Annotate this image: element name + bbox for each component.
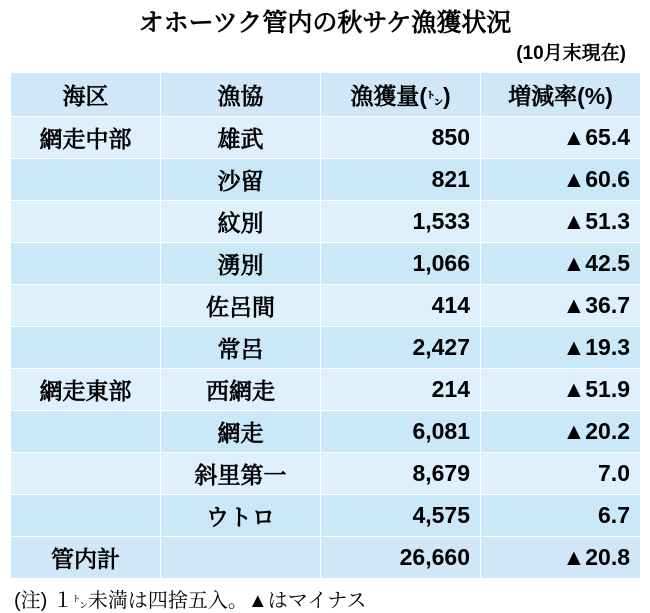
cell-kaiku — [11, 285, 161, 327]
cell-change-rate: ▲51.9 — [481, 369, 641, 411]
table-row — [11, 117, 641, 159]
cell-catch-volume: 850 — [321, 117, 481, 159]
table-total-row — [11, 537, 641, 579]
cell-change-rate: 7.0 — [481, 453, 641, 495]
footnote-unit: ㌧ — [72, 594, 88, 612]
cell-kaiku-total: 管内計 — [11, 537, 161, 579]
table-footnote — [10, 579, 640, 613]
column-header-kaiku: 海区 — [11, 73, 161, 117]
cell-catch-volume: 8,679 — [321, 453, 481, 495]
table-row — [11, 369, 641, 411]
cell-kaiku — [11, 327, 161, 369]
footnote-text-b: 未満は四捨五入。▲はマイナス — [87, 590, 367, 613]
cell-change-rate: 6.7 — [481, 495, 641, 537]
table-row — [11, 411, 641, 453]
cell-catch-volume: 821 — [321, 159, 481, 201]
cell-catch-volume: 4,575 — [321, 495, 481, 537]
column-header-catch-volume — [321, 73, 481, 117]
cell-kaiku — [11, 495, 161, 537]
page-title: オホーツク管内の秋サケ漁獲状況 — [138, 9, 512, 37]
cell-gyokyo: 斜里第一 — [161, 453, 321, 495]
table-row — [11, 327, 641, 369]
cell-gyokyo: 西網走 — [161, 369, 321, 411]
cell-catch-volume: 214 — [321, 369, 481, 411]
table-header-row — [11, 73, 641, 117]
table-row — [11, 285, 641, 327]
table-body — [11, 117, 641, 579]
cell-change-rate: ▲60.6 — [481, 159, 641, 201]
cell-change-rate: ▲51.3 — [481, 201, 641, 243]
cell-gyokyo: 網走 — [161, 411, 321, 453]
column-header-gyokyo: 漁協 — [161, 73, 321, 117]
cell-catch-volume: 1,533 — [321, 201, 481, 243]
table-row — [11, 453, 641, 495]
cell-kaiku: 網走中部 — [11, 117, 161, 159]
column-header-catch-volume-close: ) — [443, 83, 451, 110]
column-header-catch-volume-text: 漁獲量( — [350, 83, 427, 110]
cell-kaiku — [11, 453, 161, 495]
cell-kaiku — [11, 411, 161, 453]
cell-gyokyo: 紋別 — [161, 201, 321, 243]
cell-gyokyo: 雄武 — [161, 117, 321, 159]
cell-kaiku — [11, 201, 161, 243]
cell-kaiku — [11, 243, 161, 285]
cell-kaiku: 網走東部 — [11, 369, 161, 411]
cell-change-rate-total: ▲20.8 — [481, 537, 641, 579]
cell-change-rate: ▲65.4 — [481, 117, 641, 159]
table-row — [11, 495, 641, 537]
cell-catch-volume: 1,066 — [321, 243, 481, 285]
cell-catch-volume: 6,081 — [321, 411, 481, 453]
catch-statistics-table — [10, 72, 641, 579]
cell-gyokyo: 佐呂間 — [161, 285, 321, 327]
cell-gyokyo: 湧別 — [161, 243, 321, 285]
cell-change-rate: ▲20.2 — [481, 411, 641, 453]
column-header-catch-volume-unit: ㌧ — [426, 91, 443, 109]
cell-change-rate: ▲19.3 — [481, 327, 641, 369]
page-subtitle: (10月末現在) — [516, 42, 626, 64]
cell-change-rate: ▲42.5 — [481, 243, 641, 285]
cell-gyokyo: 沙留 — [161, 159, 321, 201]
table-row — [11, 243, 641, 285]
cell-catch-volume: 2,427 — [321, 327, 481, 369]
cell-change-rate: ▲36.7 — [481, 285, 641, 327]
cell-gyokyo: 常呂 — [161, 327, 321, 369]
cell-catch-volume: 414 — [321, 285, 481, 327]
table-row — [11, 159, 641, 201]
cell-kaiku — [11, 159, 161, 201]
column-header-change-rate: 増減率(%) — [481, 73, 641, 117]
cell-catch-volume-total: 26,660 — [321, 537, 481, 579]
footnote-text-a: (注) １ — [14, 590, 73, 613]
cell-gyokyo-total — [161, 537, 321, 579]
cell-gyokyo: ウトロ — [161, 495, 321, 537]
table-row — [11, 201, 641, 243]
